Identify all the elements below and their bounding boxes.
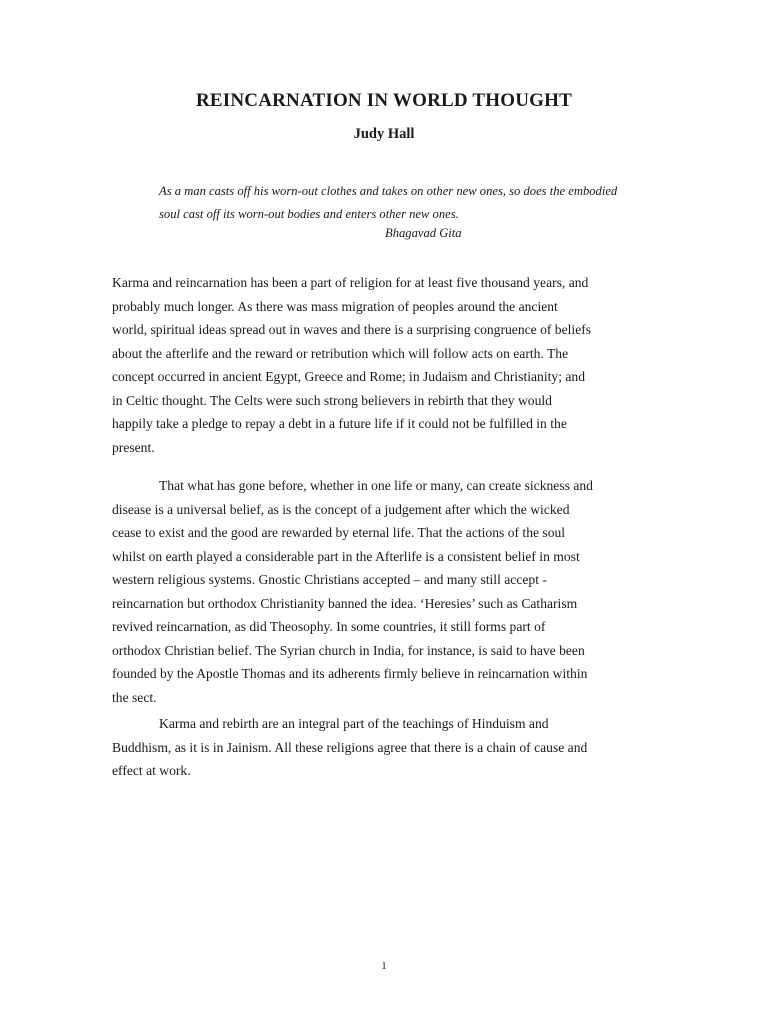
paragraph-line: That what has gone before, whether in one life or many, can create sickness and (159, 478, 593, 493)
paragraph-line: effect at work. (112, 763, 191, 778)
paragraph-line: western religious systems. Gnostic Christians accepted – and many still accept - (112, 572, 547, 587)
epigraph-line: As a man casts off his worn-out clothes and takes on other new ones, so does the embodied (159, 184, 618, 198)
paragraph-line: the sect. (112, 689, 157, 705)
epigraph-attribution: Bhagavad Gita (385, 226, 462, 240)
paragraph-line: reincarnation but orthodox Christianity banned the idea. ‘Heresies’ such as Catharism (112, 595, 578, 611)
paragraph-line: happily take a pledge to repay a debt in a future life if it could not be fulfilled in the (112, 416, 567, 431)
paragraph-line: concept occurred in ancient Egypt, Greece and Rome; in Judaism and Christianity; and (112, 369, 585, 384)
document-title: REINCARNATION IN WORLD THOUGHT (195, 90, 573, 111)
paragraph-line: present. (112, 439, 155, 455)
paragraph-line: orthodox Christian belief. The Syrian church in India, for instance, is said to have been (112, 642, 585, 658)
paragraph-line: disease is a universal belief, as is the concept of a judgement after which the wicked (112, 501, 570, 517)
paragraph-line: whilst on earth played a considerable part in the Afterlife is a consistent belief in most (112, 548, 580, 564)
paragraph-line: Buddhism, as it is in Jainism. All these religions agree that there is a chain of cause and (112, 739, 588, 755)
body-paragraph (112, 474, 660, 709)
paragraph-line: Karma and reincarnation has been a part of religion for at least five thousand years, and (112, 275, 589, 290)
epigraph-line: soul cast off its worn-out bodies and enters other new ones. (159, 207, 459, 221)
author-name: Judy Hall (353, 126, 415, 142)
epigraph-quote (159, 180, 639, 226)
paragraph-line: probably much longer. As there was mass migration of peoples around the ancient (112, 298, 558, 314)
page-number: 1 (381, 960, 387, 972)
paragraph-line: world, spiritual ideas spread out in waves and there is a surprising congruence of beliefs (112, 322, 592, 337)
paragraph-line: cease to exist and the good are rewarded by eternal life. That the actions of the soul (112, 525, 566, 540)
body-paragraph (112, 271, 660, 459)
paragraph-line: founded by the Apostle Thomas and its adherents firmly believe in reincarnation within (112, 666, 588, 681)
paragraph-line: about the afterlife and the reward or retribution which will follow acts on earth. The (112, 345, 569, 361)
body-paragraph (112, 712, 660, 783)
paragraph-line: revived reincarnation, as did Theosophy. In some countries, it still forms part of (112, 619, 546, 634)
paragraph-line: in Celtic thought. The Celts were such strong believers in rebirth that they would (112, 392, 552, 408)
paragraph-line: Karma and rebirth are an integral part of the teachings of Hinduism and (159, 716, 549, 731)
